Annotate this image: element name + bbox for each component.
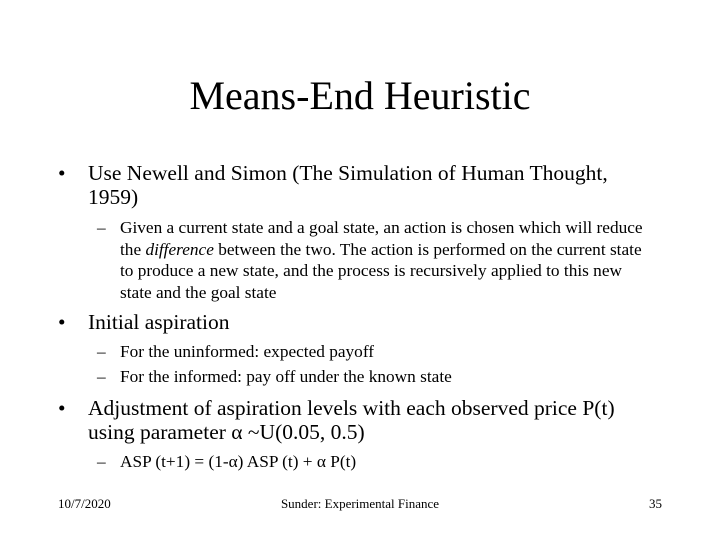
sub-bullet-marker: – (97, 342, 106, 361)
bullet-text: Initial aspiration (88, 310, 230, 334)
sub-bullet-text-before: Given a current state and a goal state, an action is chosen which will reduce the (120, 218, 643, 259)
bullet-item (58, 161, 658, 209)
sub-bullet-item (97, 366, 657, 388)
sub-bullet-item (97, 217, 657, 304)
sub-bullet-marker: – (97, 218, 106, 237)
bullet-text: Adjustment of aspiration levels with each observed price P(t) using parameter α ~U(0.05, 0.5) (88, 396, 615, 444)
bullet-text: Use Newell and Simon (The Simulation of Human Thought, 1959) (88, 161, 608, 209)
sub-bullet-text: ASP (t+1) = (1-α) ASP (t) + α P(t) (120, 452, 357, 471)
sub-bullet-text-after: between the two. The action is performed on the current state to produce a new state, and the process is recursively applied to this new state and the goal state (120, 239, 642, 303)
bullet-marker: • (58, 396, 66, 420)
emphasis-text: difference (145, 239, 214, 259)
footer-text: Sunder: Experimental Finance (280, 496, 440, 511)
slide-title: Means-End Heuristic (189, 73, 531, 118)
bullet-item (58, 310, 658, 334)
sub-bullet-text (120, 217, 657, 304)
sub-bullet-text: For the uninformed: expected payoff (120, 342, 375, 361)
bullet-marker: • (58, 310, 66, 334)
bullet-item (58, 396, 658, 444)
footer-date: 10/7/2020 (58, 496, 111, 511)
sub-bullet-text: For the informed: pay off under the known state (120, 367, 452, 386)
sub-bullet-marker: – (97, 452, 106, 471)
sub-bullet-item (97, 451, 657, 473)
bullet-marker: • (58, 161, 66, 185)
page-number: 35 (649, 496, 662, 511)
sub-bullet-marker: – (97, 367, 106, 386)
sub-bullet-item (97, 341, 657, 363)
